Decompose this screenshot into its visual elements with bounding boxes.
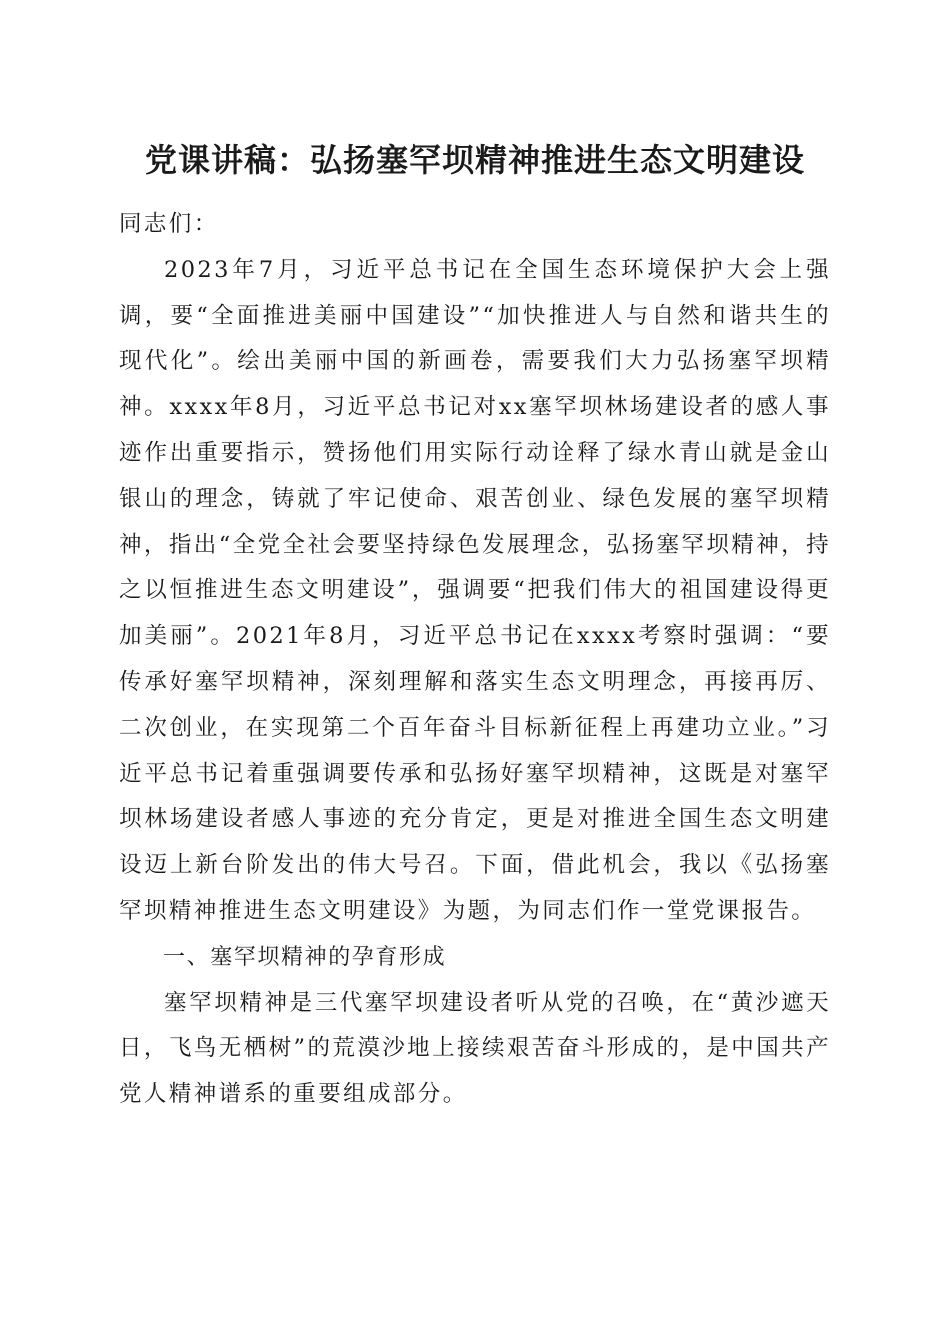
paragraph-section-1: 塞罕坝精神是三代塞罕坝建设者听从党的召唤，在“黄沙遮天日，飞鸟无栖树”的荒漠沙地上接续艰苦奋斗形成的，是中国共产党人精神谱系的重要组成部分。 — [119, 989, 831, 1108]
salutation: 同志们： — [119, 211, 219, 237]
paragraph-intro: 2023年7月，习近平总书记在全国生态环境保护大会上强调，要“全面推进美丽中国建设”“加快推进人与自然和谐共生的现代化”。绘出美丽中国的新画卷，需要我们大力弘扬塞罕坝精神。xxxx年8月，习近平总书记对xx塞罕坝林场建设者的感人事迹作出重要指示，赞扬他们用实际行动诠释了绿水青山就是金山银山的理念，铸就了牢记使命、艰苦创业、绿色发展的塞罕坝精神，指出“全党全社会要坚持绿色发展理念，弘扬塞罕坝精神，持之以恒推进生态文明建设”，强调要“把我们伟大的祖国建设得更加美丽”。2021年8月，习近平总书记在xxxx考察时强调：“要传承好塞罕坝精神，深刻理解和落实生态文明理念，再接再厉、二次创业，在实现第二个百年奋斗目标新征程上再建功立业。”习近平总书记着重强调要传承和弘扬好塞罕坝精神，这既是对塞罕坝林场建设者感人事迹的充分肯定，更是对推进全国生态文明建设迈上新台阶发出的伟大号召。下面，借此机会，我以《弘扬塞罕坝精神推进生态文明建设》为题，为同志们作一堂党课报告。 — [119, 256, 831, 924]
section-heading-1: 一、塞罕坝精神的孕育形成 — [163, 944, 447, 970]
document-title: 党课讲稿：弘扬塞罕坝精神推进生态文明建设 — [144, 141, 805, 179]
document-body — [119, 202, 831, 1118]
